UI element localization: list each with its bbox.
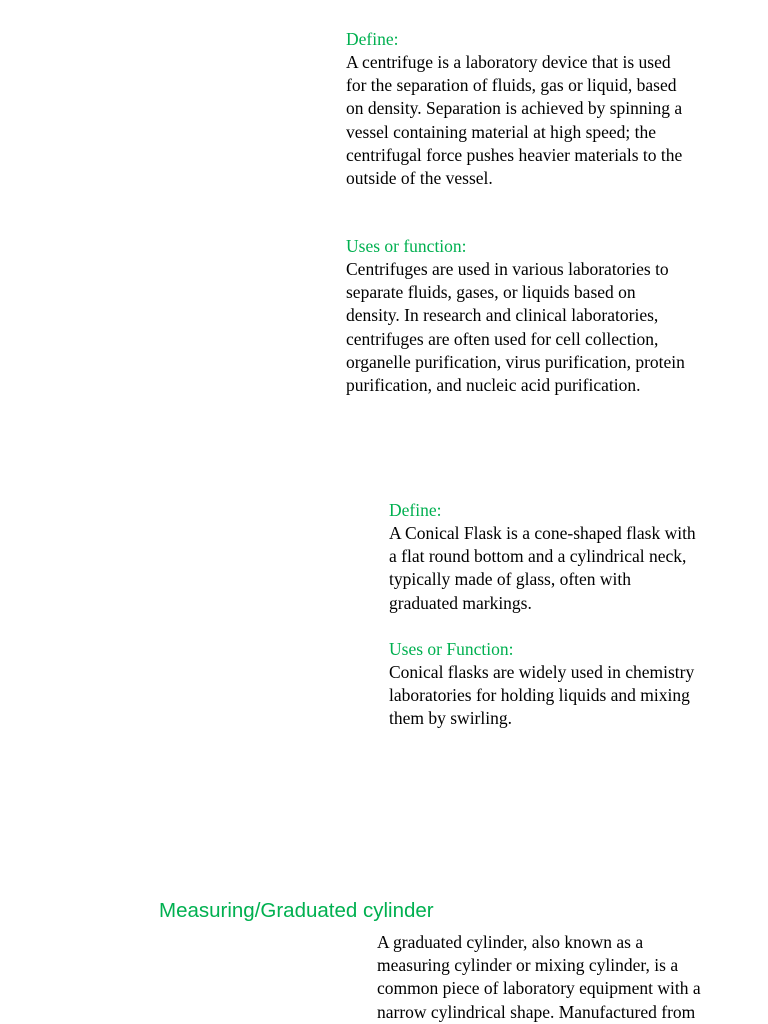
text-line: organelle purification, virus purification, protein (346, 351, 685, 372)
text-line: a flat round bottom and a cylindrical neck, (389, 546, 687, 567)
centrifuge-uses-section (346, 235, 746, 397)
text-line: common piece of laboratory equipment with a (377, 978, 701, 999)
graduated-cylinder-title: Measuring/Graduated cylinder (159, 899, 434, 922)
conical-flask-define-text (389, 522, 749, 615)
graduated-cylinder-text (377, 931, 749, 1024)
text-line: measuring cylinder or mixing cylinder, is a (377, 955, 679, 976)
text-line: laboratories for holding liquids and mixing (389, 685, 690, 706)
centrifuge-define-heading: Define: (346, 29, 399, 49)
text-line: density. In research and clinical laboratories, (346, 305, 659, 326)
text-line: them by swirling. (389, 708, 512, 729)
text-line: Conical flasks are widely used in chemistry (389, 662, 695, 682)
text-line: outside of the vessel. (346, 168, 493, 189)
centrifuge-uses-heading: Uses or function: (346, 236, 467, 256)
text-line: Centrifuges are used in various laboratories to (346, 259, 669, 279)
conical-flask-uses-text (389, 661, 749, 731)
conical-flask-uses-section (389, 638, 749, 731)
text-line: purification, and nucleic acid purification. (346, 375, 641, 396)
conical-flask-define-section (389, 499, 749, 615)
conical-flask-uses-heading: Uses or Function: (389, 639, 514, 659)
text-line: centrifuges are often used for cell collection, (346, 328, 659, 349)
conical-flask-define-heading: Define: (389, 500, 442, 520)
text-line: separate fluids, gases, or liquids based on (346, 282, 636, 303)
text-line: graduated markings. (389, 592, 532, 613)
centrifuge-uses-text (346, 258, 746, 397)
text-line: A graduated cylinder, also known as a (377, 932, 644, 952)
centrifuge-define-text (346, 51, 746, 190)
text-line: vessel containing material at high speed; the (346, 121, 657, 142)
centrifuge-define-section (346, 28, 746, 190)
graduated-cylinder-description (377, 931, 749, 1024)
text-line: A centrifuge is a laboratory device that is used (346, 52, 671, 72)
text-line: centrifugal force pushes heavier materials to the (346, 144, 683, 165)
text-line: on density. Separation is achieved by spinning a (346, 98, 683, 119)
text-line: for the separation of fluids, gas or liquid, based (346, 75, 677, 96)
text-line: narrow cylindrical shape. Manufactured from (377, 1001, 696, 1022)
text-line: A Conical Flask is a cone-shaped flask with (389, 523, 696, 543)
text-line: typically made of glass, often with (389, 569, 632, 590)
